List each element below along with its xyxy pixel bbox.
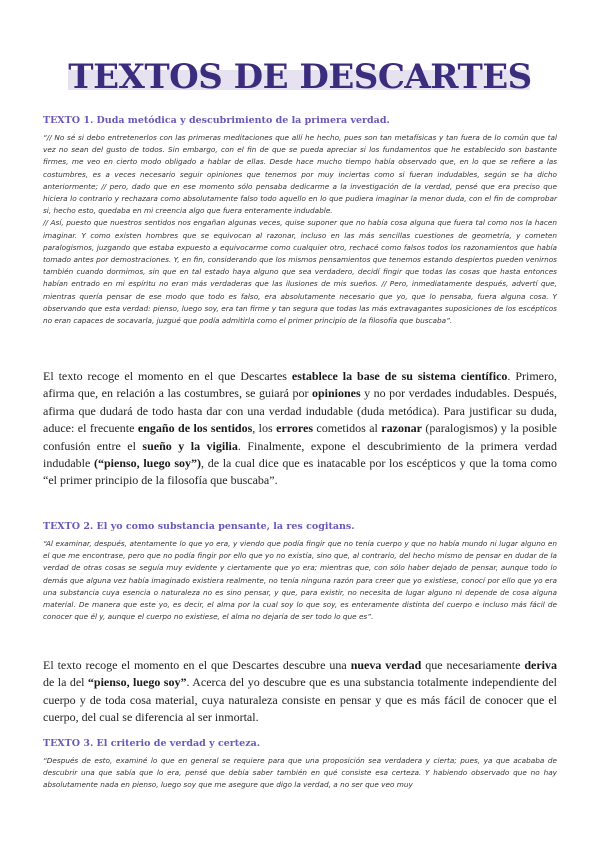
commentary-text: y no por verdades indudables. Después, afirma que dudará de todo hasta dar con una verdad indudable (duda metódica). Para justificar su duda, aduce: el frecuente [43,386,557,436]
commentary-text: . Primero, afirma que, en relación a las costumbres, se guiará por [43,369,557,401]
commentary-emphasis: (“pienso, luego soy”) [94,456,202,471]
section-heading-texto-3: TEXTO 3. El criterio de verdad y certeza. [43,738,261,749]
commentary-text: cometidos al [313,421,382,436]
commentary-texto-2 [43,657,557,727]
commentary-emphasis: establece la base de su sistema científico [291,369,508,383]
quote-texto-1 [43,132,557,327]
commentary-emphasis: errores [276,421,313,436]
commentary-emphasis: opiniones [311,386,361,401]
commentary-text: , los [252,421,277,436]
quote-texto-2: “Al examinar, después, atentamente lo que yo era, y viendo que podía fingir que no tenía cuerpo y que no había mundo ni lugar alguno en el que me encontrase, pero que no podía fingir por ello que yo no existía, sino que, al contrario, del hecho mismo de pensar en dudar de la verdad de otras cosas se seguía muy evidente y ciertamente que yo era; mientras que, con sólo haber dejado de pensar, aunque todo lo demás que alguna vez había imaginado existiera realmente, no tenía ninguna razón para creer que yo existiese, conocí por ello que yo era una substancia cuya esencia o naturaleza no es sino pensar, y que, para existir, no necesita de lugar alguno ni depende de cosa alguna material. De manera que este yo, es decir, el alma por la cual soy lo que soy, es enteramente distinta del cuerpo e incluso más fácil de conocer que él y, aunque el cuerpo no existiese, el alma no dejaría de ser todo lo que es”. [43,539,557,622]
commentary-emphasis: nueva verdad [350,658,422,672]
quote-paragraph: // Así, puesto que nuestros sentidos nos engañan algunas veces, quise suponer que no había cosa alguna que fuera tal como nos la hacen imaginar. Y como existen hombres que se equivocan al razonar, incluso en las más sencillas cuestiones de geometría, y cometen paralogismos, juzgando que estaba expuesto a equivocarme como cualquier otro, rechacé como falsos todos los razonamientos que había tomado antes por demostraciones. Y, en fin, considerando que los mismos pensamientos que tenemos estando despiertos pueden venirnos también cuando dormimos, sin que en tal estado haya alguno que sea verdadero, decidí fingir que todas las cosas que hasta entonces habían entrado en mi espíritu no eran más verdaderas que las ilusiones de mis sueños. // Pero, inmediatamente después, advertí que, mientras quería pensar de ese modo que todo es falso, era absolutamente necesario que yo, que lo pensaba, fuera alguna cosa. Y observando que esta verdad: pienso, luego soy, era tan firme y tan segura que todas las más extravagantes suposiciones de los escépticos no eran capaces de socavarla, juzgué que podía admitirla como el primer principio de la filosofía que buscaba”. [43,218,557,326]
commentary-text: que necesariamente [421,658,525,672]
section-heading-texto-1: TEXTO 1. Duda metódica y descubrimiento de la primera verdad. [43,115,390,126]
section-heading-texto-2: TEXTO 2. El yo como substancia pensante, la res cogitans. [43,521,355,532]
quote-texto-3: “Después de esto, examiné lo que en general se requiere para que una proposición sea verdadera y cierta; pues, ya que acababa de descubrir una que sabía que lo era, pensé que debía saber también en qué consiste esa certeza. Y habiendo observado que no hay absolutamente nada en pienso, luego soy que me asegure que digo la verdad, a no ser que veo muy [43,756,557,790]
commentary-emphasis: razonar [381,421,422,436]
commentary-text: . Acerca del yo descubre que es una substancia totalmente independiente del cuerpo y de toda cosa material, cuya naturaleza consiste en pensar y que es más fácil de conocer que el cuerpo, del cual se diferencia al ser inmortal. [43,675,557,725]
quote-paragraph: “// No sé si debo entretenerlos con las primeras meditaciones que allí he hecho, pues son tan metafísicas y tan fuera de lo común que tal vez no sean del gusto de todos. Sin embargo, con el fin de que se pueda apreciar si los fundamentos que he establecido son bastante firmes, me veo en cierto modo obligado a hablar de ellas. Desde hace mucho tiempo había observado que, en lo que se refiere a las costumbres, es a veces necesario seguir opiniones que tenemos por muy inciertas como si fueran indudables, según se ha dicho anteriormente; // pero, dado que en ese momento sólo pensaba dedicarme a la investigación de la verdad, pensé que era preciso que hiciera lo contrario y rechazara como absolutamente falso todo aquello en lo que pudiera imaginar la menor duda, con el fin de comprobar si, hecho esto, quedaba en mi creencia algo que fuera enteramente indudable. [43,133,557,216]
commentary-emphasis: deriva [524,658,558,672]
commentary-text: El texto recoge el momento en el que Descartes descubre una [43,658,351,672]
commentary-emphasis: sueño y la vigilia [142,438,238,453]
page-title: TEXTOS DE DESCARTES [68,57,532,97]
commentary-text: El texto recoge el momento en el que Descartes [43,369,292,383]
commentary-texto-1 [43,368,557,490]
commentary-text: (paralogismos) y la posible confusión entre el [43,421,557,453]
commentary-text: . Finalmente, expone el descubrimiento de la primera verdad indudable [43,438,557,471]
commentary-text: de la del [43,675,88,690]
commentary-text: , de la cual dice que es inatacable por los escépticos y que la toma como “el primer principio de la filosofía que buscaba”. [43,456,557,488]
commentary-emphasis: “pienso, luego soy” [87,675,187,690]
commentary-emphasis: engaño de los sentidos [137,421,253,436]
